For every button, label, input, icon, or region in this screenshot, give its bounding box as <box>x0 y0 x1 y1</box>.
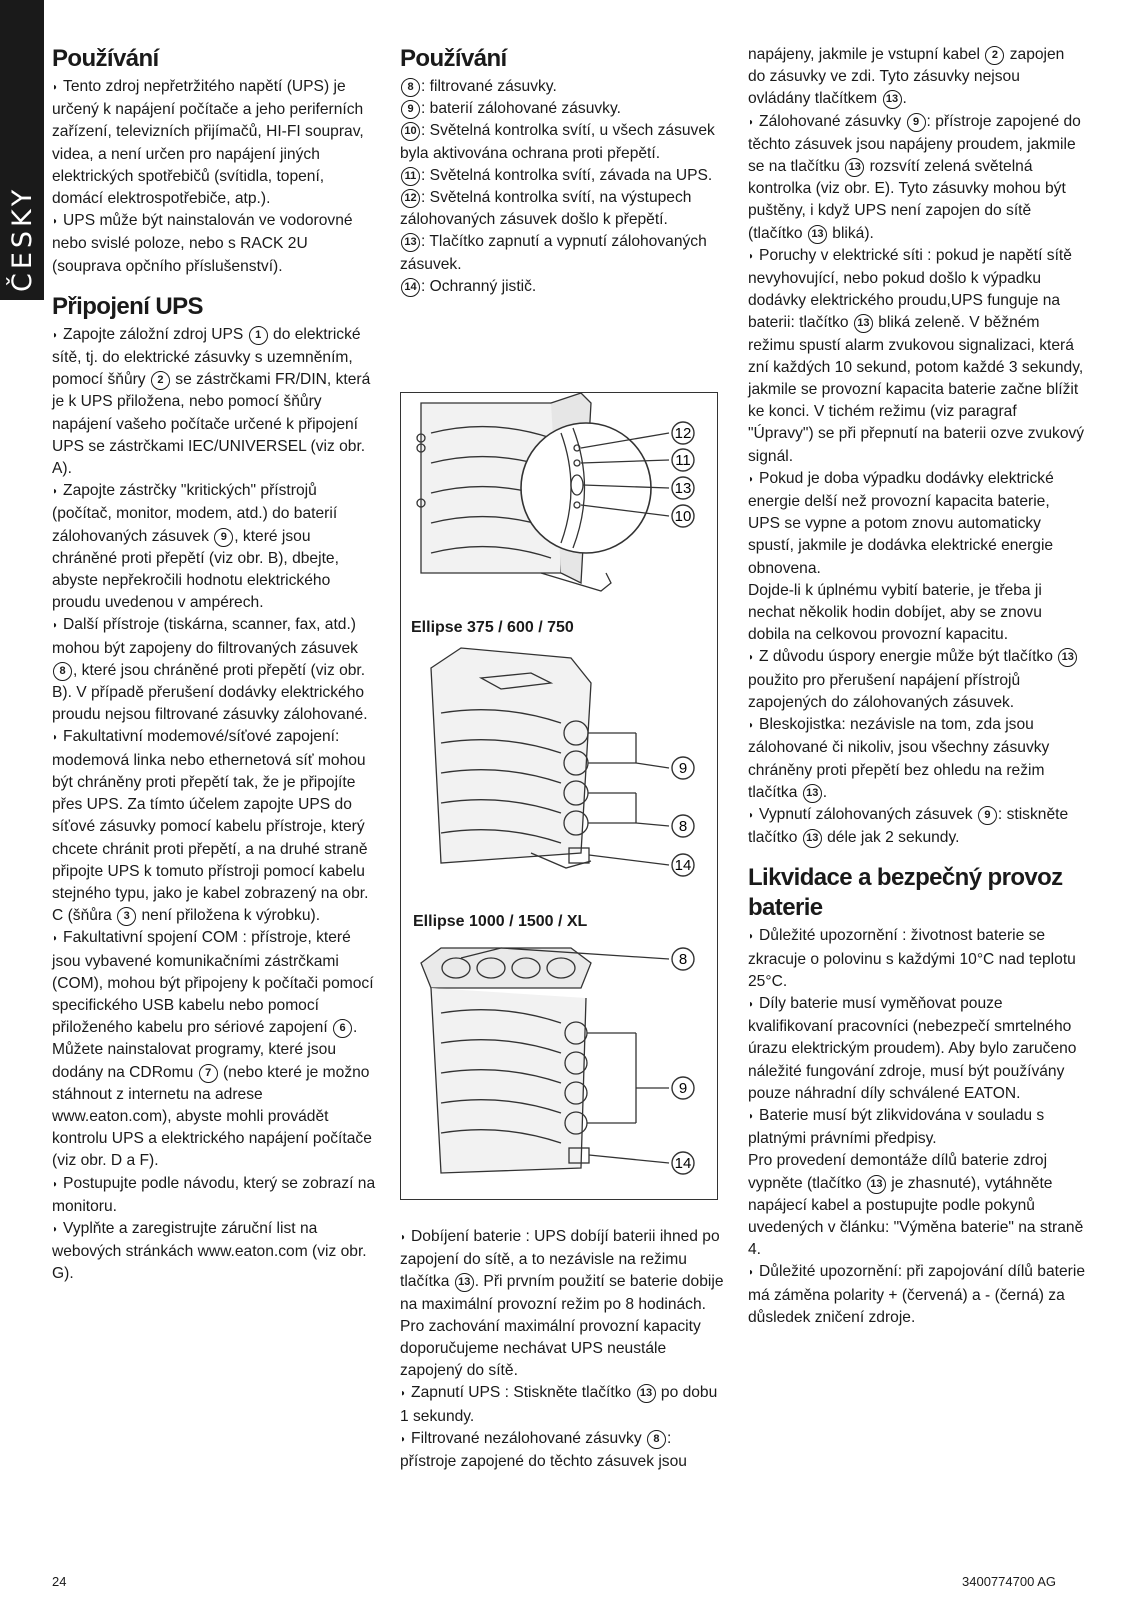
callout-10: 10 <box>674 508 692 525</box>
ups-illustration <box>401 393 717 1199</box>
column-3 <box>748 44 1086 1329</box>
paragraph: ◗ Další přístroje (tiskárna, scanner, fax, atd.) mohou být zapojeny do filtrovaných zásuvek 8 , které jsou chráněné proti přepětí (viz obr. B). V případě přerušení dodávky elektrického proudu nejsou filtrované zásuvky zálohované. <box>52 614 378 726</box>
paragraph: ◗ Zapnutí UPS : Stiskněte tlačítko 13 po dobu 1 sekundy. <box>400 1382 726 1427</box>
callout-1: 1 <box>249 326 268 345</box>
callout-6: 6 <box>333 1019 352 1038</box>
legend-item: 12 : Světelná kontrolka svítí, na výstupech zálohovaných zásuvek došlo k přepětí. <box>400 189 692 229</box>
callout-13: 13 <box>674 480 692 497</box>
front-panel-drawing <box>417 393 669 591</box>
paragraph: ◗ Z důvodu úspory energie může být tlačítko 13 použito pro přerušení napájení přístrojů zapojených do zálohovaných zásuvek. <box>748 646 1086 714</box>
caption-ellipse-1000: Ellipse 1000 / 1500 / XL <box>413 913 588 930</box>
paragraph: ◗ Pokud je doba výpadku dodávky elektrické energie delší než provozní kapacita baterie, UPS se vypne a potom znovu automaticky spustí, jakmile je dodávka elektrické energie obnovena. <box>748 468 1086 580</box>
rear-panel-drawing-1 <box>431 648 669 868</box>
callout-12: 12 <box>674 425 692 442</box>
ups-figure <box>400 392 718 1200</box>
callout-9: 9 <box>678 760 688 777</box>
paragraph: ◗ Poruchy v elektrické síti : pokud je napětí sítě nevyhovující, nebo pokud došlo k výpadku dodávky elektrického proudu,UPS funguje na baterii: tlačítko 13 bliká zeleně. V běžném režimu spustí alarm zvukovou signalizaci, která zní každých 10 sekund, potom každé 3 sekundy, jakmile se provozní kapacita baterie začne blížit ke konci. V tichém režimu (viz paragraf "Úpravy") se při přepnutí na baterii ozve zvukový signál. <box>748 245 1086 468</box>
paragraph: ◗ Důležité upozornění: při zapojování dílů baterie má záměna polarity + (červená) a - (černá) za důsledek zničení zdroje. <box>748 1261 1086 1329</box>
caption-ellipse-375: Ellipse 375 / 600 / 750 <box>411 619 574 636</box>
paragraph: ◗ Dobíjení baterie : UPS dobíjí baterii ihned po zapojení do sítě, a to nezávisle na režimu tlačítka 13 . Při prvním použití se baterie dobije na maximální provozní režim po 8 hodinách. Pro zachování maximální provozní kapacity doporučujeme nechávat UPS neustále zapojený do sítě. <box>400 1226 726 1382</box>
legend-item: 13 : Tlačítko zapnutí a vypnutí zálohovaných zásuvek. <box>400 233 707 273</box>
callout-8: 8 <box>678 951 688 968</box>
rear-panel-drawing-2 <box>421 948 669 1173</box>
paragraph: napájeny, jakmile je vstupní kabel 2 zapojen do zásuvky ve zdi. Tyto zásuvky nejsou ovládány tlačítkem 13 . <box>748 46 1065 108</box>
paragraph: ◗ Fakultativní modemové/síťové zapojení: modemová linka nebo ethernetová síť mohou být chráněny proti přepětí tak, že je připojíte přes UPS. Za tímto účelem zapojte UPS do síťové zásuvky pomocí kabelu přístroje, který chcete chránit proti přepětí, a na druhé straně připojte UPS k tomuto přístroji pomocí kabelu stejného typu, jako je kabel zobrazený na obr. C (šňůra 3 není přiložena k výrobku). <box>52 726 378 927</box>
paragraph: ◗ Filtrované nezálohované zásuvky 8 : přístroje zapojené do těchto zásuvek jsou <box>400 1428 726 1473</box>
paragraph: ◗ Baterie musí být zlikvidována v souladu s platnými právními předpisy. <box>748 1105 1086 1150</box>
paragraph: ◗ Vypnutí zálohovaných zásuvek 9 : stiskněte tlačítko 13 déle jak 2 sekundy. <box>748 804 1086 849</box>
paragraph: Pro provedení demontáže dílů baterie zdroj vypněte (tlačítko 13 je zhasnuté), vytáhněte napájecí kabel a postupujte podle pokynů uvedených v článku: "Výměna baterie" na straně 4. <box>748 1152 1084 1259</box>
document-code: 3400774700 AG <box>962 1574 1056 1589</box>
callout-7: 7 <box>199 1064 218 1083</box>
heading-connection: Připojení UPS <box>52 292 203 320</box>
legend-item: 14 : Ochranný jistič. <box>400 276 726 298</box>
callout-3: 3 <box>117 907 136 926</box>
column-2-bottom <box>400 1226 726 1473</box>
paragraph: ◗ Bleskojistka: nezávisle na tom, zda jsou zálohované či nikoliv, jsou všechny zásuvky chráněny proti přepětí bez ohledu na režim tlačítka 13 . <box>748 714 1086 804</box>
paragraph: ◗ Zapojte záložní zdroj UPS 1 do elektrické sítě, tj. do elektrické zásuvky s uzemněním, pomocí šňůry 2 se zástrčkami FR/DIN, která je k UPS přiložena, nebo pomocí šňůry napájení vašeho počítače určené k připojení UPS se zástrčkami IEC/UNIVERSEL (viz obr. A). <box>52 324 378 480</box>
paragraph: ◗ Důležité upozornění : životnost baterie se zkracuje o polovinu s každými 10°C nad teplotu 25°C. <box>748 925 1086 993</box>
paragraph: ◗ Fakultativní spojení COM : přístroje, které jsou vybavené komunikačními zástrčkami (COM), mohou být připojeny k počítači pomocí specifického USB kabelu nebo pomocí přiloženého kabelu pro sériové zapojení 6 . <box>52 927 378 1039</box>
legend-item: 9 : baterií zálohované zásuvky. <box>400 98 726 120</box>
column-1 <box>52 44 378 1286</box>
legend-item: 10 : Světelná kontrolka svítí, u všech zásuvek byla aktivována ochrana proti přepětí. <box>400 122 715 162</box>
paragraph: ◗ UPS může být nainstalován ve vodorovné nebo svislé poloze, nebo s RACK 2U (souprava opčního příslušenství). <box>52 210 378 278</box>
heading-usage: Používání <box>52 45 159 72</box>
callout-14: 14 <box>674 857 692 874</box>
heading-usage-2: Používání <box>400 45 507 72</box>
legend-item: 8 : filtrované zásuvky. <box>400 76 726 98</box>
page-number: 24 <box>52 1574 67 1589</box>
paragraph: ◗ Díly baterie musí vyměňovat pouze kvalifikovaní pracovníci (nebezpečí smrtelného úrazu elektrickým proudem). Aby bylo zaručeno náležité fungování zdroje, musí být používány pouze náhradní díly schválené EATON. <box>748 993 1086 1105</box>
paragraph: Můžete nainstalovat programy, které jsou dodány na CDRomu 7 (nebo které je možno stáhnout z internetu na adrese www.eaton.com), abyste mohli provádět kontrolu UPS a elektrického napájení počítače (viz obr. D a F). <box>52 1041 372 1170</box>
language-label: ČESKY <box>7 185 38 292</box>
paragraph: ◗ Zálohované zásuvky 9 : přístroje zapojené do těchto zásuvek jsou napájeny proudem, jakmile se na tlačítku 13 rozsvítí zelená světelná kontrolka (viz obr. E). Tyto zásuvky mohou být puštěny, i když UPS není zapojen do sítě (tlačítko 13 bliká). <box>748 111 1086 245</box>
heading-battery: Likvidace a bezpečný provoz baterie <box>748 864 1063 922</box>
language-tab <box>0 0 44 300</box>
paragraph: ◗ Vyplňte a zaregistrujte záruční list na webových stránkách www.eaton.com (viz obr. G). <box>52 1218 378 1286</box>
callout-2: 2 <box>151 371 170 390</box>
callout-9: 9 <box>214 528 233 547</box>
paragraph: Dojde-li k úplnému vybití baterie, je třeba ji nechat několik hodin dobíjet, aby se znovu dobila na celkovou provozní kapacitu. <box>748 581 1042 644</box>
callout-8: 8 <box>678 818 688 835</box>
callout-9: 9 <box>678 1080 688 1097</box>
callout-11: 11 <box>675 452 691 469</box>
callout-8: 8 <box>53 662 72 681</box>
column-2 <box>400 44 726 298</box>
callout-14: 14 <box>674 1155 692 1172</box>
legend-item: 11 : Světelná kontrolka svítí, závada na UPS. <box>400 165 726 187</box>
paragraph: ◗ Tento zdroj nepřetržitého napětí (UPS) je určený k napájení počítače a jeho periferních zařízení, televizních přijímačů, HI-FI souprav, videa, a není určen pro napájení jiných elektrických spotřebičů (svítidla, topení, domácí elektrospotřebiče, atp.). <box>52 76 378 210</box>
paragraph: ◗ Zapojte zástrčky "kritických" přístrojů (počítač, monitor, modem, atd.) do baterií zálohovaných zásuvek 9 , které jsou chráněné proti přepětí (viz obr. B), dbejte, abyste nepřekročili hodnotu elektrického proudu uvedenou v ampérech. <box>52 480 378 614</box>
paragraph: ◗ Postupujte podle návodu, který se zobrazí na monitoru. <box>52 1173 378 1218</box>
